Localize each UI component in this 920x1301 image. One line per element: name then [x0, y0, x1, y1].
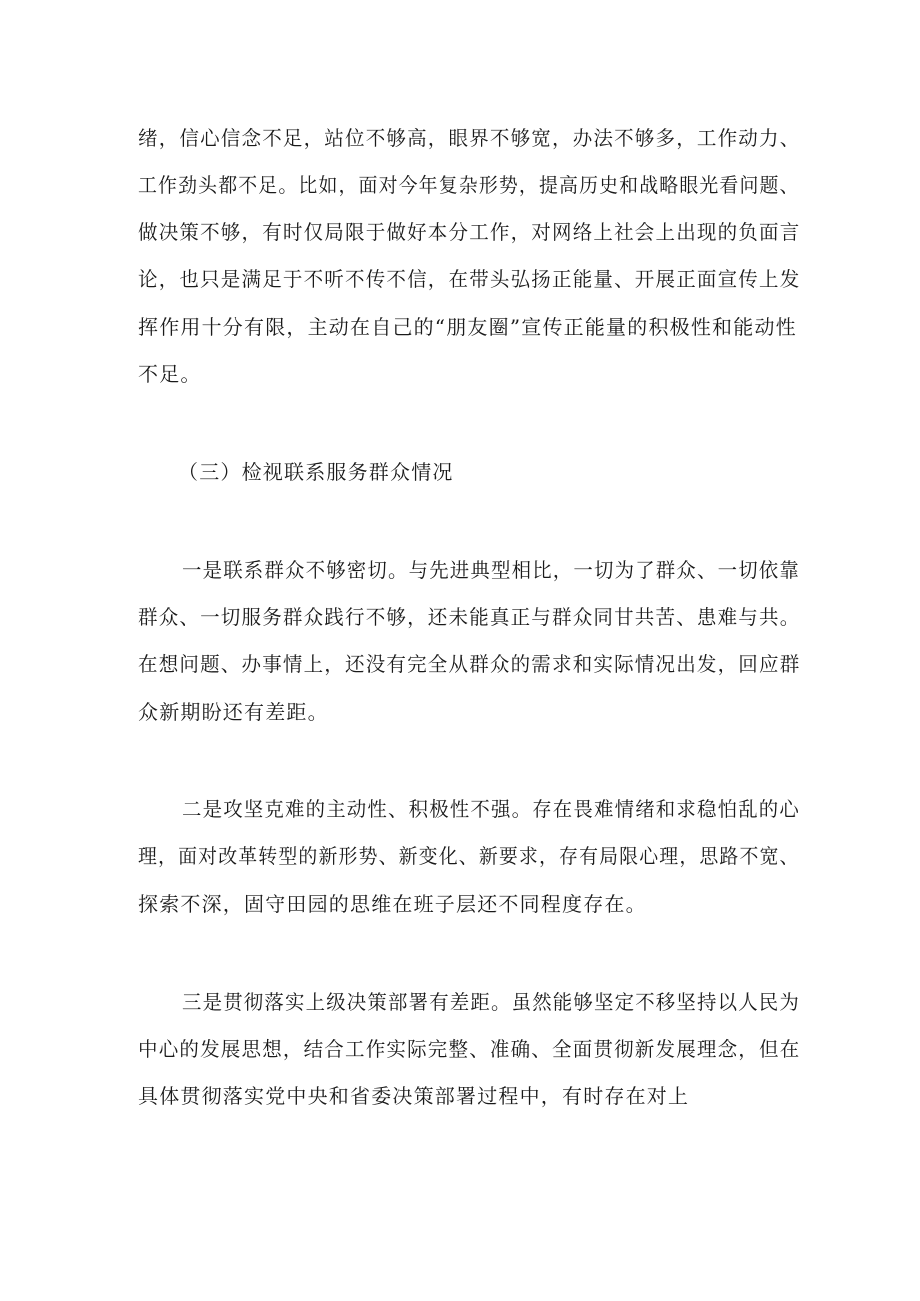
paragraph-line: 理，面对改革转型的新形势、新变化、新要求，存有局限心理，思路不宽、	[138, 844, 800, 868]
paragraph-line: 挥作用十分有限，主动在自己的“朋友圈”宣传正能量的积极性和能动性	[138, 315, 797, 339]
paragraph-line: 具体贯彻落实党中央和省委决策部署过程中，有时存在对上	[138, 1084, 690, 1108]
paragraph-line: 众新期盼还有差距。	[138, 700, 329, 724]
paragraph-line: 绪，信心信念不足，站位不够高，眼界不够宽，办法不够多，工作动力、	[138, 126, 801, 150]
paragraph-line: 论，也只是满足于不听不传不信，在带头弘扬正能量、开展正面宣传上发	[138, 267, 801, 291]
paragraph-line: 工作劲头都不足。比如，面对今年复杂形势，提高历史和战略眼光看问题、	[138, 173, 800, 197]
paragraph-line: 探索不深，固守田园的思维在班子层还不同程度存在。	[138, 892, 647, 916]
paragraph-line: 二是攻坚克难的主动性、积极性不强。存在畏难情绪和求稳怕乱的心	[182, 797, 801, 821]
paragraph-line: 一是联系群众不够密切。与先进典型相比，一切为了群众、一切依靠	[182, 558, 801, 582]
paragraph-line: 群众、一切服务群众践行不够，还未能真正与群众同甘共苦、患难与共。	[138, 605, 801, 629]
paragraph-line: 在想问题、办事情上，还没有完全从群众的需求和实际情况出发，回应群	[138, 652, 801, 676]
section-heading: （三）检视联系服务群众情况	[178, 460, 454, 484]
paragraph-line: 中心的发展思想，结合工作实际完整、准确、全面贯彻新发展理念，但在	[138, 1037, 801, 1061]
paragraph-line: 不足。	[138, 362, 202, 386]
paragraph-line: 做决策不够，有时仅局限于做好本分工作，对网络上社会上出现的负面言	[138, 220, 801, 244]
paragraph-line: 三是贯彻落实上级决策部署有差距。虽然能够坚定不移坚持以人民为	[182, 990, 801, 1014]
